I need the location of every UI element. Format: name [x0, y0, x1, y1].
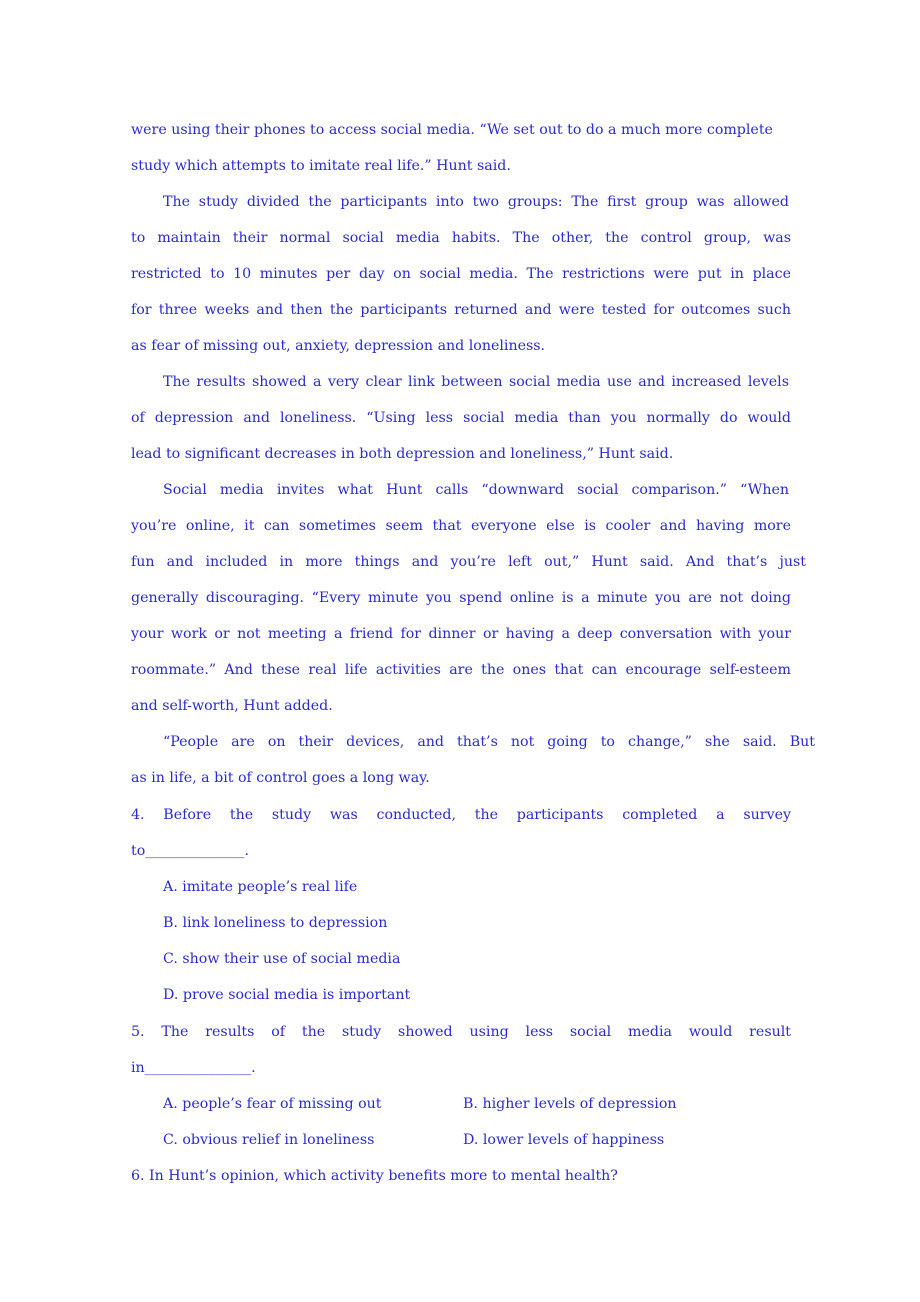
- question-5-option-d: D. lower levels of happiness: [463, 1132, 665, 1148]
- question-4-option-a: A. imitate people’s real life: [163, 879, 358, 895]
- passage-line: generally discouraging. “Every minute you spend online is a minute you are not doing: [131, 590, 791, 606]
- question-6-stem: 6. In Hunt’s opinion, which activity benefits more to mental health?: [131, 1168, 618, 1184]
- question-4-blank: to______________.: [131, 843, 250, 859]
- passage-line: The study divided the participants into two groups: The first group was allowed: [163, 194, 789, 210]
- passage-line: to maintain their normal social media habits. The other, the control group, was: [131, 230, 791, 246]
- passage-line: fun and included in more things and you’re left out,” Hunt said. And that’s just: [131, 554, 806, 570]
- passage-line: of depression and loneliness. “Using less social media than you normally do would: [131, 410, 791, 426]
- question-5-blank: in_______________.: [131, 1060, 256, 1076]
- passage-line: study which attempts to imitate real life.” Hunt said.: [131, 158, 511, 174]
- passage-line: you’re online, it can sometimes seem that everyone else is cooler and having more: [131, 518, 791, 534]
- passage-line: The results showed a very clear link between social media use and increased levels: [163, 374, 789, 390]
- passage-line: “People are on their devices, and that’s not going to change,” she said. But: [163, 734, 815, 750]
- question-5-stem: 5. The results of the study showed using less social media would result: [131, 1024, 791, 1040]
- passage-line: lead to significant decreases in both depression and loneliness,” Hunt said.: [131, 446, 674, 462]
- question-4-stem: 4. Before the study was conducted, the participants completed a survey: [131, 807, 791, 823]
- passage-line: were using their phones to access social media. “We set out to do a much more complete: [131, 122, 773, 138]
- passage-line: as in life, a bit of control goes a long way.: [131, 770, 430, 786]
- question-4-option-d: D. prove social media is important: [163, 987, 411, 1003]
- question-5-option-a: A. people’s fear of missing out: [163, 1096, 382, 1112]
- passage-line: for three weeks and then the participants returned and were tested for outcomes such: [131, 302, 791, 318]
- question-4-option-b: B. link loneliness to depression: [163, 915, 388, 931]
- passage-line: roommate.” And these real life activities are the ones that can encourage self-esteem: [131, 662, 791, 678]
- passage-line: Social media invites what Hunt calls “downward social comparison.” “When: [163, 482, 789, 498]
- passage-line: and self-worth, Hunt added.: [131, 698, 333, 714]
- question-5-option-c: C. obvious relief in loneliness: [163, 1132, 375, 1148]
- passage-line: as fear of missing out, anxiety, depression and loneliness.: [131, 338, 546, 354]
- question-5-option-b: B. higher levels of depression: [463, 1096, 677, 1112]
- passage-line: your work or not meeting a friend for dinner or having a deep conversation with your: [131, 626, 791, 642]
- question-4-option-c: C. show their use of social media: [163, 951, 401, 967]
- passage-line: restricted to 10 minutes per day on social media. The restrictions were put in place: [131, 266, 791, 282]
